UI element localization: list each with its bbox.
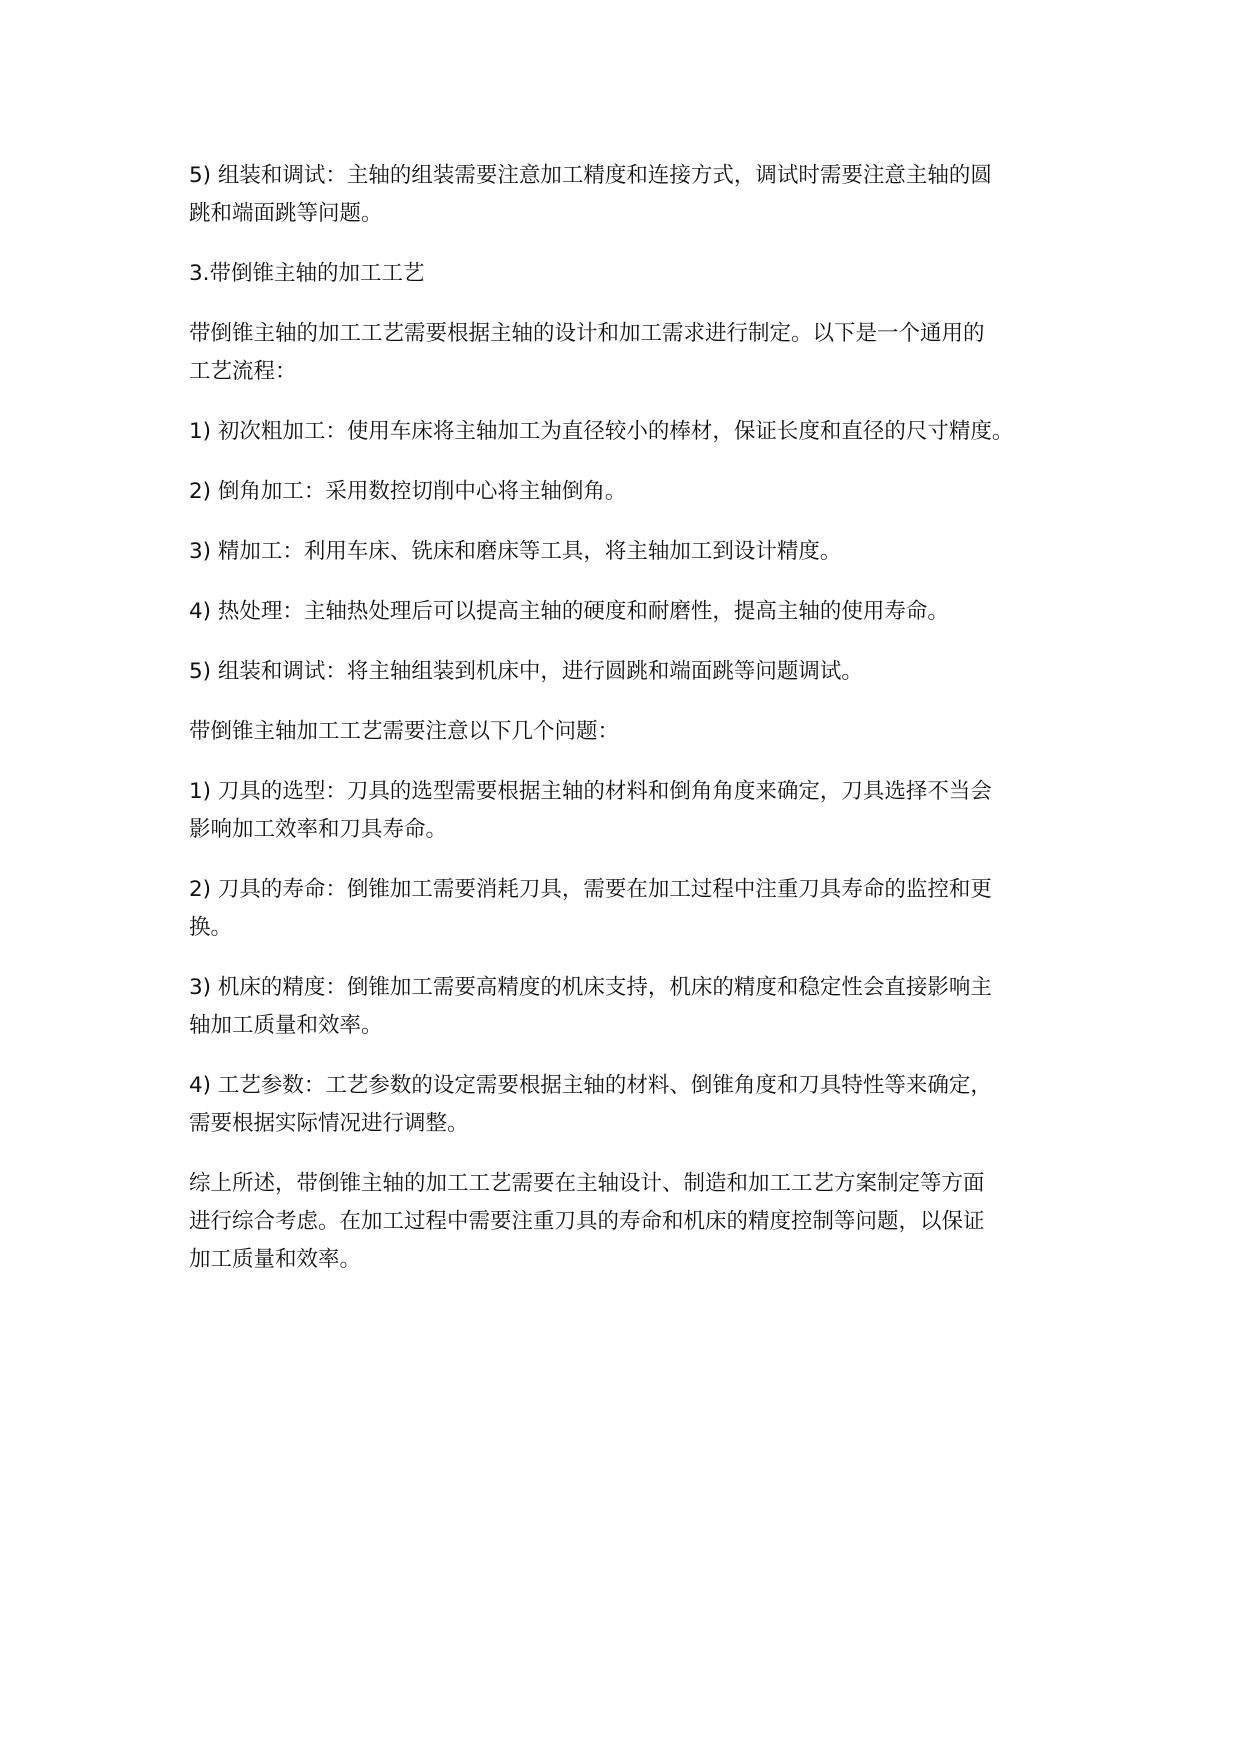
text-line: 1) 刀具的选型：刀具的选型需要根据主轴的材料和倒角角度来确定，刀具选择不当会 [189, 779, 992, 804]
document-body [189, 157, 1069, 1301]
text-line: 带倒锥主轴加工工艺需要注意以下几个问题： [189, 719, 620, 744]
text-line: 需要根据实际情况进行调整。 [189, 1111, 469, 1136]
process-step-5 [189, 653, 1069, 691]
text-line: 3) 机床的精度：倒锥加工需要高精度的机床支持，机床的精度和稳定性会直接影响主 [189, 975, 992, 1000]
text-line: 5) 组装和调试：将主轴组装到机床中，进行圆跳和端面跳等问题调试。 [189, 659, 863, 684]
text-line: 4) 工艺参数：工艺参数的设定需要根据主轴的材料、倒锥角度和刀具特性等来确定， [189, 1073, 992, 1098]
text-line: 进行综合考虑。在加工过程中需要注重刀具的寿命和机床的精度控制等问题，以保证 [189, 1209, 985, 1234]
issue-1 [189, 773, 1069, 849]
text-line: 加工质量和效率。 [189, 1247, 362, 1272]
text-line: 1) 初次粗加工：使用车床将主轴加工为直径较小的棒材，保证长度和直径的尺寸精度。 [189, 419, 1014, 444]
issue-4 [189, 1067, 1069, 1143]
text-line: 4) 热处理：主轴热处理后可以提高主轴的硬度和耐磨性，提高主轴的使用寿命。 [189, 599, 949, 624]
paragraph-assembly-note [189, 157, 1069, 233]
text-line: 3) 精加工：利用车床、铣床和磨床等工具，将主轴加工到设计精度。 [189, 539, 842, 564]
issues-intro [189, 713, 1069, 751]
section-title: 3.带倒锥主轴的加工工艺 [189, 261, 425, 286]
process-step-4 [189, 593, 1069, 631]
paragraph-intro [189, 315, 1069, 391]
process-step-1 [189, 413, 1069, 451]
process-step-3 [189, 533, 1069, 571]
paragraph-conclusion [189, 1165, 1069, 1279]
text-line: 5) 组装和调试：主轴的组装需要注意加工精度和连接方式，调试时需要注意主轴的圆 [189, 163, 992, 188]
section-heading [189, 255, 1069, 293]
text-line: 影响加工效率和刀具寿命。 [189, 817, 448, 842]
process-step-2 [189, 473, 1069, 511]
issue-2 [189, 871, 1069, 947]
text-line: 2) 倒角加工：采用数控切削中心将主轴倒角。 [189, 479, 627, 504]
text-line: 工艺流程： [189, 359, 297, 384]
issue-3 [189, 969, 1069, 1045]
text-line: 综上所述，带倒锥主轴的加工工艺需要在主轴设计、制造和加工工艺方案制定等方面 [189, 1171, 985, 1196]
text-line: 跳和端面跳等问题。 [189, 201, 383, 226]
text-line: 轴加工质量和效率。 [189, 1013, 383, 1038]
text-line: 换。 [189, 915, 233, 940]
text-line: 带倒锥主轴的加工工艺需要根据主轴的设计和加工需求进行制定。以下是一个通用的 [189, 321, 985, 346]
text-line: 2) 刀具的寿命：倒锥加工需要消耗刀具，需要在加工过程中注重刀具寿命的监控和更 [189, 877, 992, 902]
